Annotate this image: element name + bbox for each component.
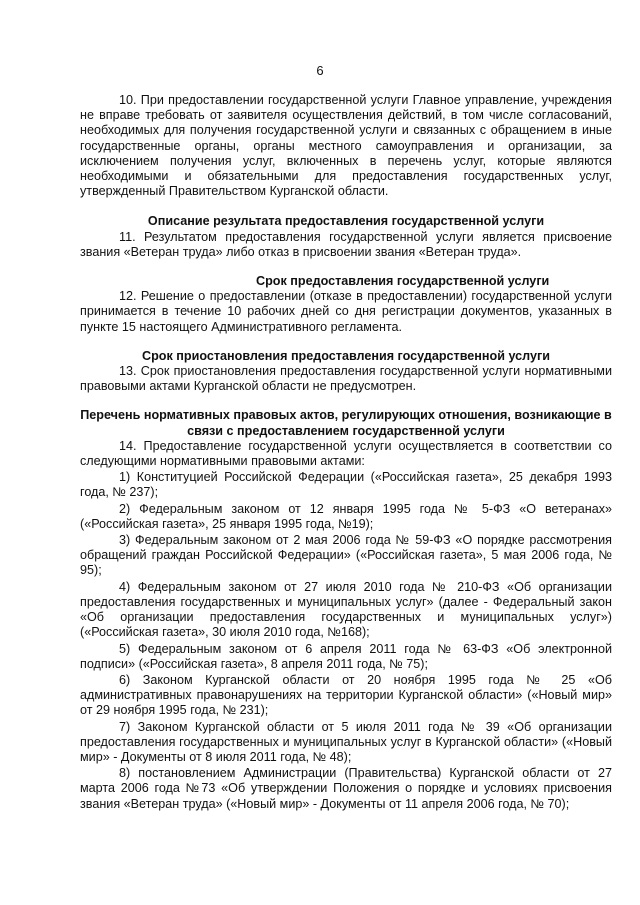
list-item-8: 8) постановлением Администрации (Правительства) Курганской области от 27 марта 2006 года №73 «Об утверждении Положения о порядке и условиях присвоения звания «Ветеран труда» («Новый мир» - Документы от 11 апреля 2006 года, № 70); xyxy=(80,766,612,811)
paragraph-14: 14. Предоставление государственной услуги осуществляется в соответствии со следующими нормативными правовыми актами: xyxy=(80,438,612,469)
paragraph-13: 13. Срок приостановления предоставления государственной услуги нормативными правовыми актами Курганской области не предусмотрен. xyxy=(80,364,612,394)
heading-service-term: Срок предоставления государственной услуги xyxy=(256,274,550,289)
paragraph-10: 10. При предоставлении государственной услуги Главное управление, учреждения не вправе требовать от заявителя осуществления действий, в том числе согласований, необходимых для получения государственной услуги и связанных с обращением в иные государственные органы, органы местного самоуправления и организации, за исключением получения услуг, включенных в перечень услуг, которые являются необходимыми и обязательными для предоставления государственных услуг, утвержденный Правительством Курганской области. xyxy=(80,93,612,199)
list-item-4: 4) Федеральным законом от 27 июля 2010 года № 210-ФЗ «Об организации предоставления государственных и муниципальных услуг» (далее - Федеральный закон «Об организации предоставления государственных и муниципальных услуг») («Российская газета», 30 июля 2010 года, №168); xyxy=(80,579,612,640)
list-item-1: 1) Конституцией Российской Федерации («Российская газета», 25 декабря 1993 года, № 237); xyxy=(80,470,612,500)
list-item-7: 7) Законом Курганской области от 5 июля 2011 года № 39 «Об организации предоставления государственных и муниципальных услуг в Курганской области» («Новый мир» - Документы от 8 июля 2011 года, № 48); xyxy=(80,719,612,764)
heading-legal-acts: Перечень нормативных правовых актов, регулирующих отношения, возникающие в связи с предоставлением государственной услуги xyxy=(80,408,612,438)
list-item-5: 5) Федеральным законом от 6 апреля 2011 года № 63-ФЗ «Об электронной подписи» («Российская газета», 8 апреля 2011 года, № 75); xyxy=(80,641,612,671)
list-item-2: 2) Федеральным законом от 12 января 1995 года № 5-ФЗ «О ветеранах» («Российская газета», 25 января 1995 года, №19); xyxy=(80,501,612,531)
heading-suspension-term: Срок приостановления предоставления государственной услуги xyxy=(142,348,550,363)
heading-service-result: Описание результата предоставления государственной услуги xyxy=(147,214,545,229)
list-item-3: 3) Федеральным законом от 2 мая 2006 года № 59-ФЗ «О порядке рассмотрения обращений граждан Российской Федерации» («Российская газета», 5 мая 2006 года, № 95); xyxy=(80,533,612,578)
paragraph-12: 12. Решение о предоставлении (отказе в предоставлении) государственной услуги принимается в течение 10 рабочих дней со дня регистрации документов, указанных в пункте 15 настоящего Административного регламента. xyxy=(80,289,612,334)
paragraph-11: 11. Результатом предоставления государственной услуги является присвоение звания «Ветеран труда» либо отказ в присвоении звания «Ветеран труда». xyxy=(80,229,612,259)
page-number: 6 xyxy=(316,63,324,78)
list-item-6: 6) Законом Курганской области от 20 ноября 1995 года № 25 «Об административных правонарушениях на территории Курганской области» («Новый мир» от 29 ноября 1995 года, № 231); xyxy=(80,672,612,718)
document-body xyxy=(80,93,612,812)
